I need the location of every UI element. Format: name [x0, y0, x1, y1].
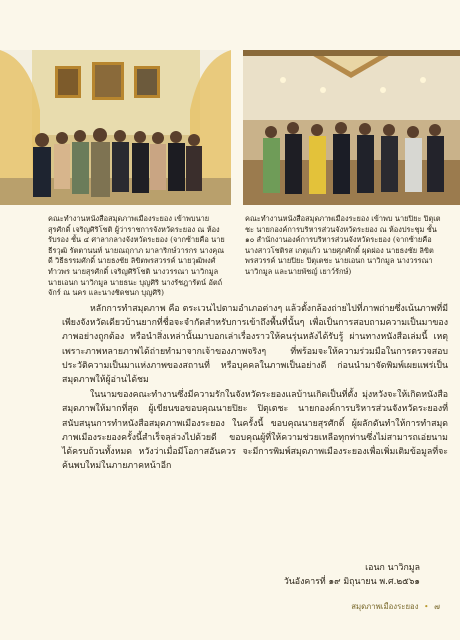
page-footer [351, 601, 440, 613]
footer-bullet: • [424, 602, 429, 611]
group-photo-pao [243, 50, 460, 205]
photo-caption-left: คณะทำงานหนังสือสมุดภาพเมืองระยอง เข้าพบนายสุรศักดิ์ เจริญศิริโชติ ผู้ว่าราชการจังหวัดระยอง ณ ห้องรับรอง ชั้น ๔ ศาลากลางจังหวัดระยอง (จากซ้ายคือ นายธีรวุฒิ รัตตานนท์ นายณฤกาภ มาลาริกษ์วารกร นางคุณดี วิธีธรรมศักดิ์ นายธงชัย ลิขิตพรสวรรค์ นายวุฒิพงศ์ ทำวพร นายสุรศักดิ์ เจริญศิริโชติ นางวรรณา นาวิกมูล นายเอนก นาวิกมูล นายธนะ บุญศิริ นางรัชฎารัตน์ อัตถ์จักร์ ณ นคร และนางชิดชนก บุญศิริ) [48, 214, 225, 298]
signature [284, 561, 420, 589]
footer-title: สมุดภาพเมืองระยอง [351, 602, 419, 611]
page-number: ๗ [434, 602, 440, 611]
body-paragraph: ในนามของคณะทำงานซึ่งมีความรักในจังหวัดระยองแลบ้านเกิดเป็นที่ตั้ง มุ่งหวังจะให้เกิดหนังสือสมุดภาพให้มากที่สุด ผู้เขียนขอขอบคุณนายปิยะ ปิตุเตชะ นายกองค์การบริหารส่วนจังหวัดระยองที่สนับสนุนการทำหนังสือสมุดภาพเมืองระยอง ในครั้งนี้ ขอบคุณนายสุรศักดิ์ ผู้ผลักดันทำให้การทำสมุดภาพเมืองระยองครั้งนี้สำเร็จลุล่วงไปด้วยดี ขอบคุณผู้ที่ให้ความช่วยเหลือทุกท่านซึ่งไม่สามารถเอ่ยนามได้ครบถ้วนทั้งหมด หวังว่าเมื่อมีโอกาสอันควร จะมีการพิมพ์สมุดภาพเมืองระยองเพื่อเพิ่มเติมข้อมูลที่จะค้นพบใหม่ในภายภาคหน้าอีก [62, 390, 448, 472]
body-paragraph: หลักการทำสมุดภาพ คือ ตระเวนไปตามอำเภอต่างๆ แล้วตั้งกล้องถ่ายไปที่ภาพถ่ายซึ่งเน้นภาพที่มีเพียงจังหวัดเดียวบ้านยากที่ชื่อจะจำกัดสำหรับการเข้าถึงพื้นที่นั้นๆ เพื่อเป็นการสอบถามความเป็นมาของภาพอย่างถูกต้อง หรือนำสิ่งเหล่านั้นมาบอกเล่าเรื่องราวให้คนรุ่นหลังได้รับรู้ ผ่านทางหนังสือเล่มนี้ เหตุเพราะภาพหลายภาพได้ถ่ายทำมาจากเจ้าของภาพจริงๆ ที่พร้อมจะให้ความร่วมมือในการตรวจสอบประวัติความเป็นมาแห่งภาพของสถานที่ หรือบุคคลในภาพเป็นอย่างดี ก่อนนำมาจัดพิมพ์เผยแพร่เป็นสมุดภาพให้ผู้อ่านได้ชม [62, 304, 448, 386]
body-text [62, 302, 448, 473]
signature-date: วันอังคารที่ ๑๙ มิถุนายน พ.ศ.๒๕๖๑ [283, 577, 420, 588]
author-name: เอนก นาวิกมูล [365, 563, 420, 573]
group-photo-governor [0, 50, 231, 205]
photo-caption-right: คณะทำงานหนังสือสมุดภาพเมืองระยอง เข้าพบ นายปิยะ ปิตุเตชะ นายกองค์การบริหารส่วนจังหวัดระยอง ณ ห้องประชุม ชั้น ๑๐ สำนักงานองค์การบริหารส่วนจังหวัดระยอง (จากซ้ายคือ นางสาวโชติรส เกตุแก้ว นายศุภศักดิ์ ผุดผ่อง นายธงชัย ลิขิตพรสวรรค์ นายปิยะ ปิตุเตชะ นายเอนก นาวิกมูล นางวรรณา นาวิกมูล และนายพัชญ์ เยาว์รักษ์) [245, 214, 441, 276]
